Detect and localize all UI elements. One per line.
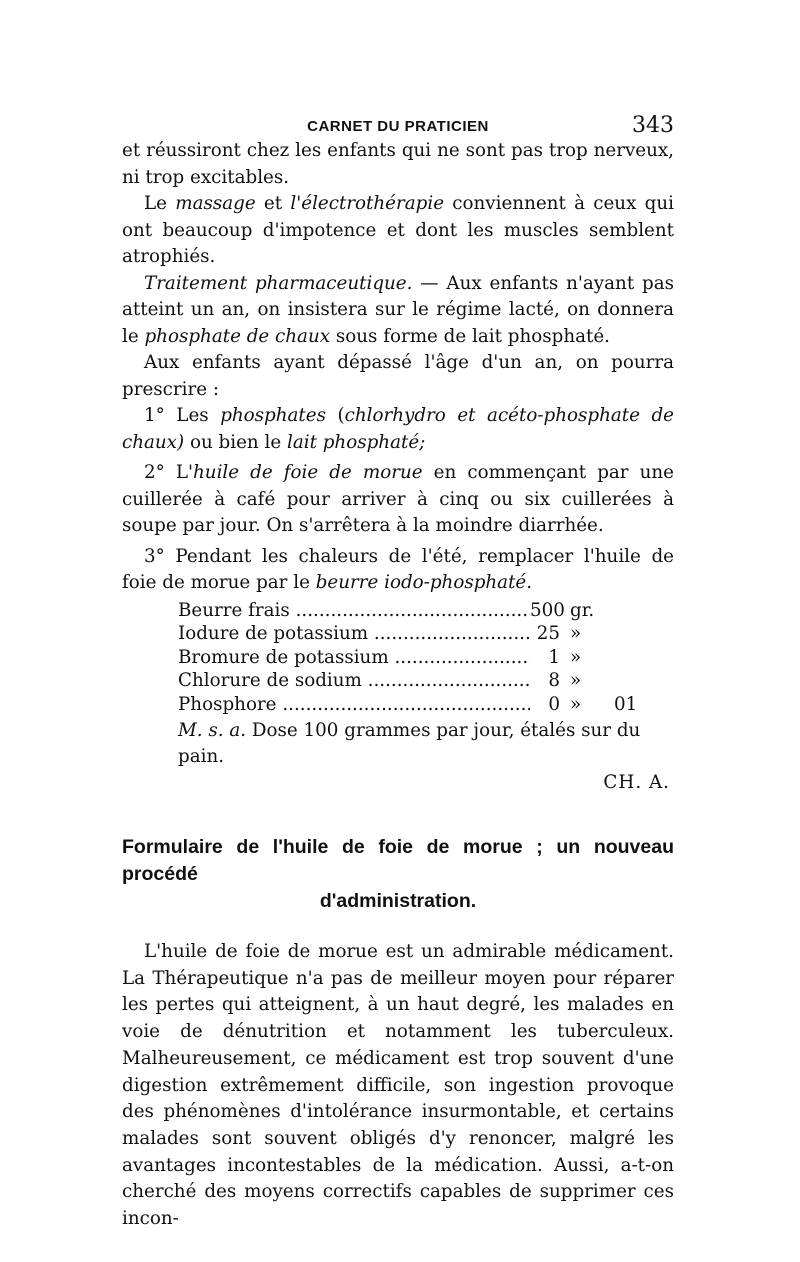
- ingredient-name: Bromure de potassium .....: [178, 646, 530, 670]
- recipe-row: [178, 669, 674, 693]
- recipe-row: [178, 693, 674, 717]
- paragraph: [122, 191, 674, 271]
- emphasis: phosphate de chaux: [144, 325, 331, 347]
- running-title: CARNET DU PRATICIEN: [307, 118, 489, 135]
- text: (: [325, 405, 345, 426]
- text: 1° Les: [144, 405, 221, 426]
- text: Dose 100 grammes par jour, étalés sur du pain.: [178, 720, 641, 767]
- emphasis: massage: [175, 193, 256, 214]
- emphasis: phosphates: [220, 405, 326, 426]
- list-item: [122, 544, 674, 597]
- text: conviennent à ceux qui ont beaucoup d'impotence et dont les muscles semblent atrophiés.: [122, 193, 674, 267]
- ingredient-name: Iodure de potassium .....: [178, 622, 530, 646]
- text: L'huile de foie de morue est un admirable médicament. La Thérapeutique n'a pas de meilleur moyen pour réparer les pertes qui atteignent, à un haut degré, les malades en voie de dénutrition et notamment les tuberculeux. Malheureusement, ce médicament est trop souvent d'une digestion extrêmement difficile, son ingestion provoque des phénomènes d'intolérance insurmontable, et certains malades sont souvent obligés d'y renoncer, malgré les avantages incontestables de la médication. Aussi, a-t-on cherché des moyens correctifs capables de supprimer ces incon-: [122, 941, 674, 1230]
- text: Aux enfants ayant dépassé l'âge d'un an, on pourra prescrire :: [122, 352, 674, 400]
- text: sous forme de lait phosphaté.: [330, 325, 610, 347]
- emphasis: beurre iodo-phosphaté.: [315, 572, 533, 593]
- paragraph: [122, 271, 674, 351]
- section-heading: [122, 834, 674, 915]
- list-item: [122, 460, 674, 540]
- ingredient-name: Phosphore .....: [178, 693, 530, 717]
- emphasis: huile de foie de morue: [193, 462, 423, 483]
- ingredient-qty: 25: [536, 623, 560, 644]
- text: — Aux enfants n'ayant pas atteint un an, on insistera sur le régime lacté, on donnera le: [122, 272, 674, 347]
- page-number: 343: [632, 113, 674, 138]
- recipe-row: [178, 622, 674, 646]
- text: Le: [144, 193, 176, 214]
- ingredient-unit: »: [570, 693, 582, 715]
- ingredient-qty: 500: [530, 599, 565, 621]
- ingredient-qty: 0: [548, 693, 560, 715]
- text: ou bien le: [184, 431, 287, 453]
- recipe-row: [178, 646, 674, 670]
- emphasis: M. s. a.: [178, 720, 247, 741]
- heading-line: d'administration.: [319, 890, 477, 912]
- page: [122, 108, 674, 1233]
- ingredient-unit: »: [570, 646, 582, 668]
- ingredient-qty: 1: [548, 646, 560, 668]
- text: et réussiront chez les enfants qui ne sont pas trop nerveux, ni trop excitables.: [122, 140, 674, 188]
- text: 3° Pendant les chaleurs de l'été, remplacer l'huile de foie de morue par le: [122, 545, 674, 593]
- ingredient-unit: »: [570, 623, 582, 644]
- text: en commençant par une cuillerée à café pour arriver à cinq ou six cuillerées à soupe par jour. On s'arrêtera à la moindre diarrhée.: [122, 462, 675, 536]
- ingredient-name: Chlorure de sodium .....: [178, 669, 530, 693]
- ingredient-extra: 01: [614, 693, 638, 715]
- heading-line: Formulaire de l'huile de foie de morue ; un nouveau procédé: [122, 836, 674, 885]
- emphasis: lait phosphaté;: [286, 431, 426, 453]
- author-signature: CH. A.: [603, 772, 670, 793]
- emphasis: chlorhydro et acéto-phosphate de chaux): [122, 405, 674, 453]
- recipe-table: [178, 599, 674, 717]
- ingredient-qty: 8: [548, 670, 560, 691]
- text: 2° L': [144, 462, 194, 483]
- emphasis: Traitement pharmaceutique.: [144, 272, 413, 294]
- prescription-note: [178, 718, 674, 770]
- ingredient-unit: »: [570, 670, 582, 691]
- list-item: [122, 403, 674, 456]
- paragraph: [122, 138, 674, 191]
- ingredient-name: Beurre frais .....: [178, 599, 530, 623]
- ingredient-unit: gr.: [570, 599, 595, 621]
- paragraph: [122, 939, 674, 1233]
- emphasis: l'électrothérapie: [290, 193, 445, 214]
- paragraph: [122, 350, 674, 403]
- recipe-row: [178, 599, 674, 623]
- running-header: [122, 108, 674, 138]
- text: et: [255, 193, 291, 214]
